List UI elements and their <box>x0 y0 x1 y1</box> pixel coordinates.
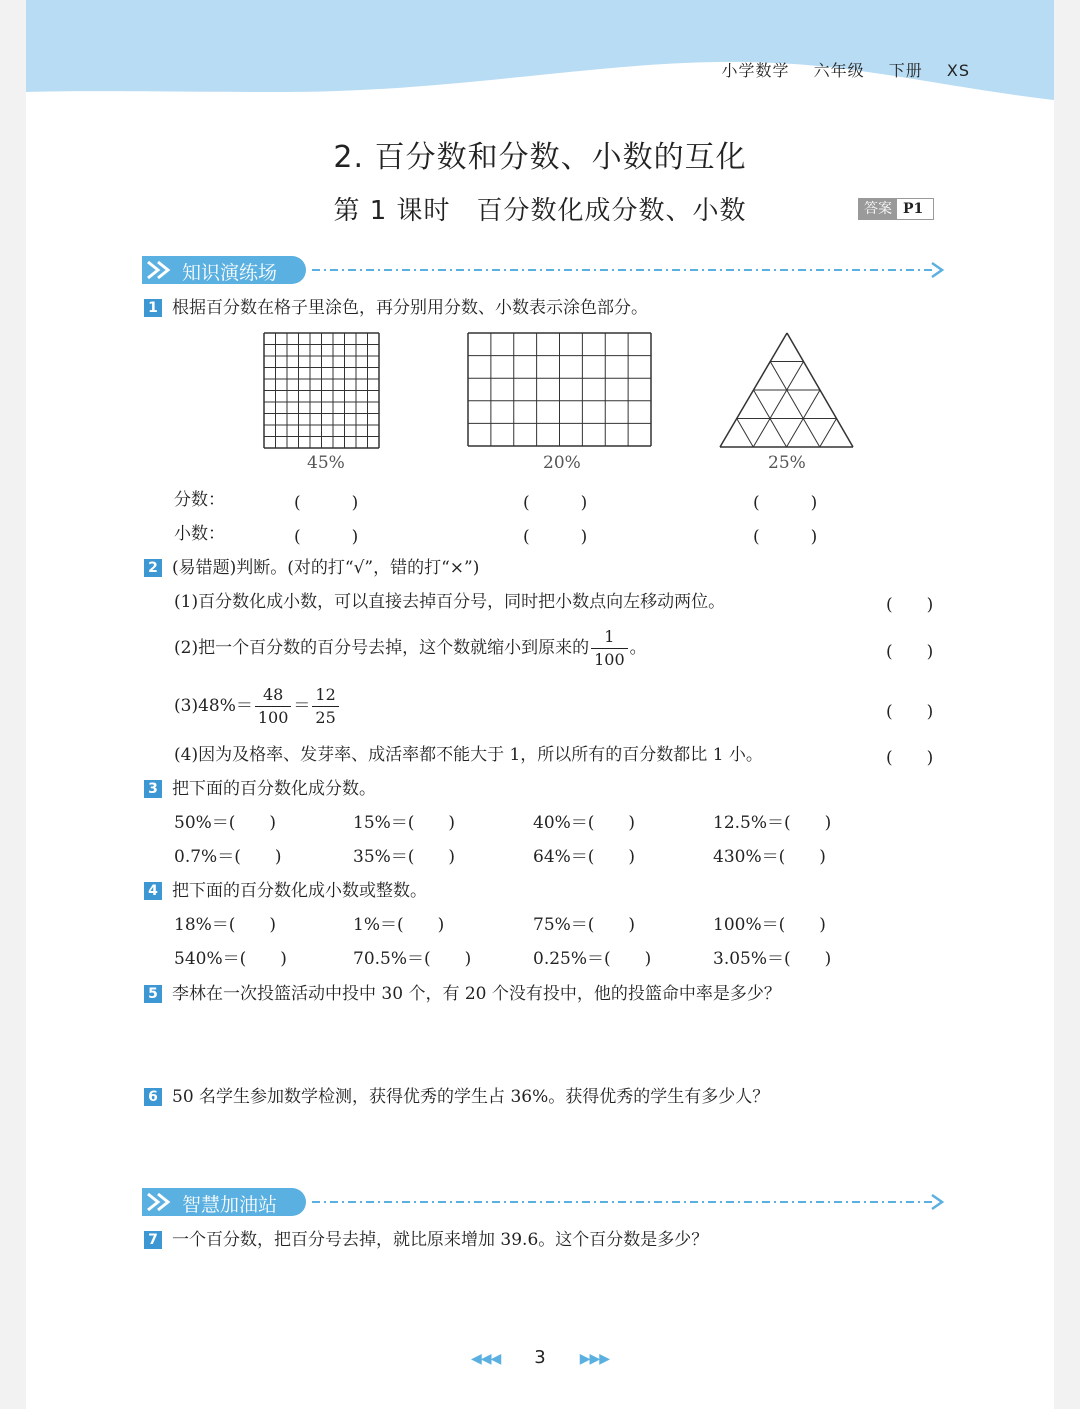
answer-blank[interactable]: ( ) <box>294 493 359 513</box>
answer-blank[interactable]: ( ) <box>753 493 818 513</box>
double-chevron-icon <box>148 1194 168 1210</box>
answer-page: P1 <box>903 201 924 217</box>
question-number: 2 <box>144 559 162 577</box>
header-grade: 六年级 <box>813 61 865 80</box>
lesson-topic: 百分数化成分数、小数 <box>476 196 747 226</box>
grid-5x8[interactable] <box>467 332 653 448</box>
page-number: 3 <box>534 1347 546 1368</box>
question-number: 7 <box>144 1231 162 1249</box>
answer-blank[interactable]: ( ) <box>523 493 588 513</box>
judge-blank[interactable]: ( ) <box>886 748 934 768</box>
convert-item[interactable]: 100%＝( ) <box>713 915 826 935</box>
answer-blank[interactable]: ( ) <box>523 527 588 547</box>
equals-sign: ＝ <box>293 696 311 716</box>
convert-item[interactable]: 12.5%＝( ) <box>713 813 832 833</box>
prev-page-icon[interactable]: ◀◀◀ <box>470 1351 501 1367</box>
judge-item-4: (4)因为及格率、发芽率、成活率都不能大于 1，所以所有的百分数都比 1 小。 <box>174 745 763 765</box>
convert-item[interactable]: 15%＝( ) <box>353 813 456 833</box>
question-text: 李林在一次投篮活动中投中 30 个，有 20 个没有投中，他的投篮命中率是多少？ <box>172 984 781 1004</box>
convert-item[interactable]: 40%＝( ) <box>533 813 636 833</box>
convert-item[interactable]: 0.25%＝( ) <box>533 949 652 969</box>
question-number: 5 <box>144 985 162 1003</box>
answer-label: 答案 <box>859 199 897 219</box>
question-7 <box>144 1228 708 1252</box>
header-edition: XS <box>946 61 970 80</box>
judge-blank[interactable]: ( ) <box>886 595 934 615</box>
question-2 <box>144 556 479 580</box>
answer-reference <box>858 198 934 220</box>
question-text: 把下面的百分数化成小数或整数。 <box>172 881 427 901</box>
question-1 <box>144 296 648 320</box>
percent-label-3: 25% <box>768 453 806 473</box>
fraction-12-25: $\frac{12}{25}$ <box>312 684 338 729</box>
convert-item[interactable]: 18%＝( ) <box>174 915 277 935</box>
section-boost-bar <box>142 1188 948 1218</box>
convert-item[interactable]: 1%＝( ) <box>353 915 445 935</box>
question-text: 把下面的百分数化成分数。 <box>172 779 376 799</box>
question-number: 3 <box>144 780 162 798</box>
question-6 <box>144 1085 769 1109</box>
convert-item[interactable]: 0.7%＝( ) <box>174 847 282 867</box>
convert-item[interactable]: 3.05%＝( ) <box>713 949 832 969</box>
fraction-1-100: $\frac{1}{100}$ <box>591 626 628 671</box>
convert-item[interactable]: 70.5%＝( ) <box>353 949 472 969</box>
question-text: 一个百分数，把百分号去掉，就比原来增加 39.6。这个百分数是多少？ <box>172 1230 709 1250</box>
question-3 <box>144 777 376 801</box>
question-5 <box>144 982 781 1006</box>
convert-item[interactable]: 64%＝( ) <box>533 847 636 867</box>
percent-label-2: 20% <box>543 453 581 473</box>
double-chevron-icon <box>148 262 168 278</box>
section-boost-title: 智慧加油站 <box>182 1194 278 1216</box>
question-text: 50 名学生参加数学检测，获得优秀的学生占 36%。获得优秀的学生有多少人？ <box>172 1087 770 1107</box>
answer-blank[interactable]: ( ) <box>294 527 359 547</box>
arrow-right-icon <box>932 1195 942 1209</box>
convert-item[interactable]: 430%＝( ) <box>713 847 826 867</box>
judge-item-3 <box>174 684 341 729</box>
lesson-number: 第 1 课时 <box>333 196 451 226</box>
row-label-fraction: 分数： <box>174 490 225 510</box>
judge-item-1: (1)百分数化成小数，可以直接去掉百分号，同时把小数点向左移动两位。 <box>174 592 726 612</box>
page-title: 2. 百分数和分数、小数的互化 <box>333 140 747 175</box>
header-meta <box>704 58 970 81</box>
question-number: 4 <box>144 882 162 900</box>
convert-item[interactable]: 35%＝( ) <box>353 847 456 867</box>
header-wave <box>26 0 1054 110</box>
judge-blank[interactable]: ( ) <box>886 642 934 662</box>
judge-item-2 <box>174 626 647 671</box>
arrow-right-icon <box>932 263 942 277</box>
convert-item[interactable]: 540%＝( ) <box>174 949 287 969</box>
judge-item-2-text: (2)把一个百分数的百分号去掉，这个数就缩小到原来的 <box>174 638 590 658</box>
worksheet-page <box>26 0 1054 1409</box>
question-number: 6 <box>144 1088 162 1106</box>
footer-nav <box>26 1347 1054 1368</box>
fraction-48-100: $\frac{48}{100}$ <box>255 684 292 729</box>
section-practice-bar <box>142 256 948 286</box>
header-volume: 下册 <box>888 61 923 80</box>
question-text: 根据百分数在格子里涂色，再分别用分数、小数表示涂色部分。 <box>172 298 648 318</box>
row-label-decimal: 小数： <box>174 524 225 544</box>
grid-10x10[interactable] <box>263 332 381 450</box>
convert-item[interactable]: 75%＝( ) <box>533 915 636 935</box>
next-page-icon[interactable]: ▶▶▶ <box>579 1351 610 1367</box>
triangle-grid[interactable] <box>719 332 855 450</box>
section-practice-title: 知识演练场 <box>182 262 278 284</box>
judge-item-3-text: (3)48%＝ <box>174 696 253 716</box>
question-text: (易错题)判断。(对的打“√”，错的打“×”) <box>172 558 480 578</box>
percent-label-1: 45% <box>307 453 345 473</box>
convert-item[interactable]: 50%＝( ) <box>174 813 277 833</box>
answer-blank[interactable]: ( ) <box>753 527 818 547</box>
judge-blank[interactable]: ( ) <box>886 702 934 722</box>
header-subject: 小学数学 <box>721 61 790 80</box>
question-4 <box>144 879 427 903</box>
period: 。 <box>629 638 647 658</box>
question-number: 1 <box>144 299 162 317</box>
